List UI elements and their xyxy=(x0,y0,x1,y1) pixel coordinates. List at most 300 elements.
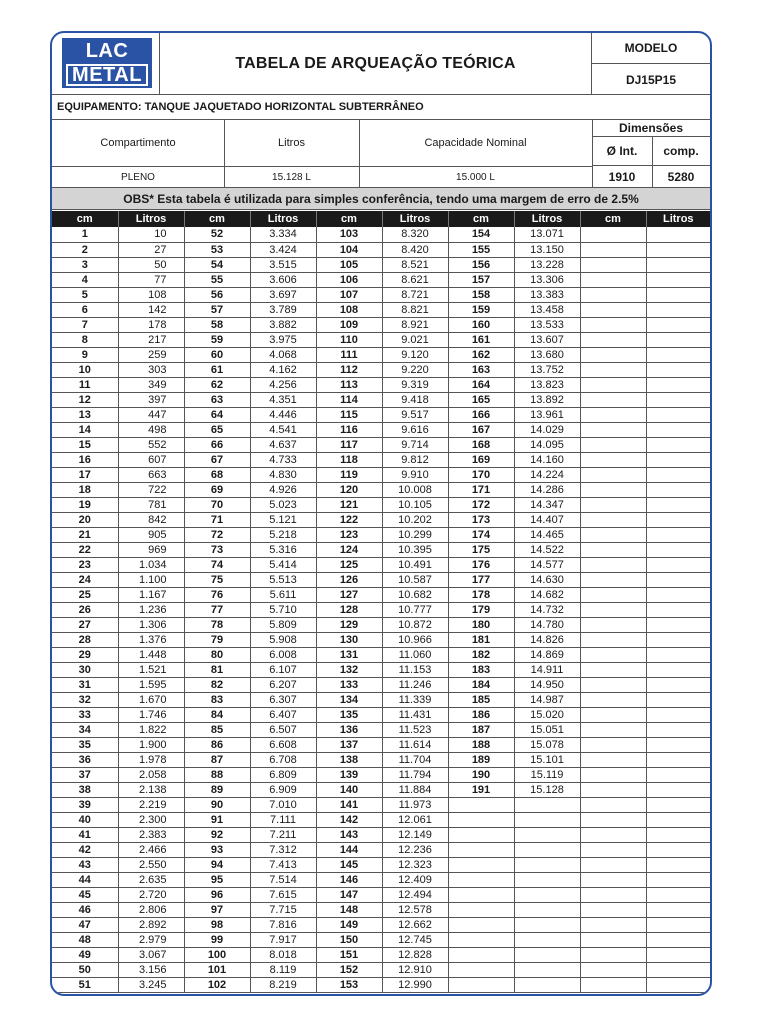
length-value: 5280 xyxy=(667,169,695,184)
liters-cell xyxy=(646,227,710,242)
liters-cell: 8.018 xyxy=(250,947,316,962)
liters-cell: 5.414 xyxy=(250,557,316,572)
liters-cell: 3.245 xyxy=(118,977,184,992)
cm-cell: 143 xyxy=(316,827,382,842)
cm-cell xyxy=(580,452,646,467)
table-row xyxy=(52,722,710,737)
cm-cell: 84 xyxy=(184,707,250,722)
cm-cell: 116 xyxy=(316,422,382,437)
liters-cell: 14.826 xyxy=(514,632,580,647)
cm-cell: 18 xyxy=(52,482,118,497)
table-row xyxy=(52,677,710,692)
table-row xyxy=(52,497,710,512)
cm-cell: 172 xyxy=(448,497,514,512)
cm-cell: 122 xyxy=(316,512,382,527)
liters-cell: 12.236 xyxy=(382,842,448,857)
liters-cell xyxy=(646,962,710,977)
liters-cell: 7.917 xyxy=(250,932,316,947)
liters-cell: 5.809 xyxy=(250,617,316,632)
lac-metal-logo xyxy=(62,38,152,88)
liters-cell: 5.316 xyxy=(250,542,316,557)
liters-cell: 12.578 xyxy=(382,902,448,917)
table-row xyxy=(52,827,710,842)
liters-cell xyxy=(646,677,710,692)
liters-cell: 6.507 xyxy=(250,722,316,737)
cm-cell: 11 xyxy=(52,377,118,392)
liters-cell: 259 xyxy=(118,347,184,362)
cm-cell: 170 xyxy=(448,467,514,482)
table-row xyxy=(52,572,710,587)
cm-cell: 71 xyxy=(184,512,250,527)
cm-cell: 32 xyxy=(52,692,118,707)
liters-cell: 12.662 xyxy=(382,917,448,932)
cm-cell: 42 xyxy=(52,842,118,857)
cm-cell: 57 xyxy=(184,302,250,317)
liters-cell: 3.975 xyxy=(250,332,316,347)
cm-cell: 135 xyxy=(316,707,382,722)
cm-cell: 165 xyxy=(448,392,514,407)
cm-cell: 159 xyxy=(448,302,514,317)
cm-cell: 1 xyxy=(52,227,118,242)
liters-cell xyxy=(646,827,710,842)
liters-cell: 13.533 xyxy=(514,317,580,332)
cm-cell: 183 xyxy=(448,662,514,677)
cm-cell: 164 xyxy=(448,377,514,392)
liters-cell: 11.884 xyxy=(382,782,448,797)
column-header: cm xyxy=(52,211,118,227)
liters-cell: 1.236 xyxy=(118,602,184,617)
liters-cell xyxy=(646,452,710,467)
cm-cell: 100 xyxy=(184,947,250,962)
cm-cell: 50 xyxy=(52,962,118,977)
liters-cell: 1.978 xyxy=(118,752,184,767)
cm-cell xyxy=(448,812,514,827)
liters-cell: 13.752 xyxy=(514,362,580,377)
liters-cell xyxy=(514,917,580,932)
cm-cell: 139 xyxy=(316,767,382,782)
liters-cell xyxy=(646,617,710,632)
liters-cell: 15.020 xyxy=(514,707,580,722)
cm-cell: 191 xyxy=(448,782,514,797)
table-row xyxy=(52,347,710,362)
cm-cell xyxy=(580,662,646,677)
liters-cell: 13.961 xyxy=(514,407,580,422)
cm-cell: 52 xyxy=(184,227,250,242)
cm-cell: 134 xyxy=(316,692,382,707)
liters-cell xyxy=(646,557,710,572)
liters-cell: 14.869 xyxy=(514,647,580,662)
table-row xyxy=(52,452,710,467)
cm-cell: 93 xyxy=(184,842,250,857)
liters-cell: 14.465 xyxy=(514,527,580,542)
liters-cell: 14.732 xyxy=(514,602,580,617)
cm-cell: 28 xyxy=(52,632,118,647)
cm-cell: 157 xyxy=(448,272,514,287)
cm-cell: 30 xyxy=(52,662,118,677)
column-header: Litros xyxy=(646,211,710,227)
table-row xyxy=(52,662,710,677)
cm-cell: 177 xyxy=(448,572,514,587)
liters-cell: 1.100 xyxy=(118,572,184,587)
cm-cell: 78 xyxy=(184,617,250,632)
liters-cell xyxy=(646,632,710,647)
liters-cell: 2.806 xyxy=(118,902,184,917)
cm-cell xyxy=(580,467,646,482)
cm-cell: 26 xyxy=(52,602,118,617)
cm-cell xyxy=(580,722,646,737)
liters-cell xyxy=(646,482,710,497)
liters-cell: 1.521 xyxy=(118,662,184,677)
liters-cell: 7.312 xyxy=(250,842,316,857)
cm-cell xyxy=(448,932,514,947)
dimensions-label: Dimensões xyxy=(618,121,684,135)
cm-cell: 132 xyxy=(316,662,382,677)
cm-cell: 109 xyxy=(316,317,382,332)
liters-cell: 498 xyxy=(118,422,184,437)
liters-cell: 12.828 xyxy=(382,947,448,962)
table-row xyxy=(52,287,710,302)
liters-cell xyxy=(646,737,710,752)
cm-cell xyxy=(448,857,514,872)
cm-cell: 54 xyxy=(184,257,250,272)
model-value: DJ15P15 xyxy=(625,72,677,87)
table-row xyxy=(52,377,710,392)
cm-cell xyxy=(580,737,646,752)
liters-cell: 9.418 xyxy=(382,392,448,407)
table-row xyxy=(52,707,710,722)
liters-cell: 10.395 xyxy=(382,542,448,557)
cm-cell: 148 xyxy=(316,902,382,917)
liters-cell: 10.105 xyxy=(382,497,448,512)
liters-cell: 15.078 xyxy=(514,737,580,752)
cm-cell: 113 xyxy=(316,377,382,392)
liters-cell: 3.789 xyxy=(250,302,316,317)
liters-cell: 14.577 xyxy=(514,557,580,572)
liters-cell: 4.256 xyxy=(250,377,316,392)
cm-cell xyxy=(580,857,646,872)
cm-cell: 44 xyxy=(52,872,118,887)
cm-cell xyxy=(580,677,646,692)
column-header: Litros xyxy=(382,211,448,227)
liters-cell: 7.211 xyxy=(250,827,316,842)
liters-cell xyxy=(646,332,710,347)
cm-cell: 169 xyxy=(448,452,514,467)
liters-cell: 1.167 xyxy=(118,587,184,602)
cm-cell: 141 xyxy=(316,797,382,812)
liters-cell: 9.517 xyxy=(382,407,448,422)
cm-cell xyxy=(580,812,646,827)
liters-cell: 108 xyxy=(118,287,184,302)
cm-cell: 124 xyxy=(316,542,382,557)
cm-cell: 49 xyxy=(52,947,118,962)
obs-note: OBS* Esta tabela é utilizada para simples conferência, tendo uma margem de erro de 2.5% xyxy=(52,188,710,210)
liters-cell: 8.721 xyxy=(382,287,448,302)
cm-cell xyxy=(448,917,514,932)
cm-cell xyxy=(580,557,646,572)
liters-cell: 2.058 xyxy=(118,767,184,782)
cm-cell xyxy=(448,947,514,962)
table-row xyxy=(52,482,710,497)
liters-cell: 12.061 xyxy=(382,812,448,827)
cm-cell: 98 xyxy=(184,917,250,932)
table-row xyxy=(52,272,710,287)
cm-cell xyxy=(448,842,514,857)
liters-cell: 397 xyxy=(118,392,184,407)
liters-cell: 607 xyxy=(118,452,184,467)
table-row xyxy=(52,512,710,527)
table-row xyxy=(52,692,710,707)
cm-cell: 162 xyxy=(448,347,514,362)
table-row xyxy=(52,917,710,932)
liters-cell: 1.900 xyxy=(118,737,184,752)
liters-cell: 2.892 xyxy=(118,917,184,932)
cm-cell: 173 xyxy=(448,512,514,527)
cm-cell xyxy=(580,317,646,332)
liters-cell: 13.607 xyxy=(514,332,580,347)
liters-cell xyxy=(646,977,710,992)
liters-cell xyxy=(646,542,710,557)
table-row xyxy=(52,887,710,902)
liters-cell: 11.153 xyxy=(382,662,448,677)
cm-cell xyxy=(580,782,646,797)
liters-cell: 12.149 xyxy=(382,827,448,842)
cm-cell: 12 xyxy=(52,392,118,407)
cm-cell xyxy=(580,962,646,977)
liters-cell: 2.383 xyxy=(118,827,184,842)
column-header: cm xyxy=(316,211,382,227)
liters-cell: 9.616 xyxy=(382,422,448,437)
liters-cell: 4.351 xyxy=(250,392,316,407)
cm-cell: 55 xyxy=(184,272,250,287)
liters-cell xyxy=(646,347,710,362)
table-row xyxy=(52,767,710,782)
cm-cell: 66 xyxy=(184,437,250,452)
cm-cell: 45 xyxy=(52,887,118,902)
cm-cell: 105 xyxy=(316,257,382,272)
cm-cell: 53 xyxy=(184,242,250,257)
cm-cell: 184 xyxy=(448,677,514,692)
cm-cell: 133 xyxy=(316,677,382,692)
logo-cell xyxy=(52,33,160,95)
table-row xyxy=(52,362,710,377)
cm-cell: 104 xyxy=(316,242,382,257)
liters-cell: 12.409 xyxy=(382,872,448,887)
cm-cell: 99 xyxy=(184,932,250,947)
liters-cell: 12.990 xyxy=(382,977,448,992)
cm-cell xyxy=(580,932,646,947)
liters-cell: 969 xyxy=(118,542,184,557)
table-row xyxy=(52,422,710,437)
liters-cell: 11.973 xyxy=(382,797,448,812)
liters-cell: 15.051 xyxy=(514,722,580,737)
diameter-value: 1910 xyxy=(608,169,636,184)
cm-cell: 144 xyxy=(316,842,382,857)
cm-cell: 59 xyxy=(184,332,250,347)
cm-cell xyxy=(580,347,646,362)
liters-cell: 1.746 xyxy=(118,707,184,722)
cm-cell xyxy=(580,872,646,887)
liters-cell xyxy=(646,302,710,317)
table-row xyxy=(52,932,710,947)
cm-cell: 96 xyxy=(184,887,250,902)
table-row xyxy=(52,782,710,797)
cm-cell: 88 xyxy=(184,767,250,782)
table-row xyxy=(52,902,710,917)
cm-cell: 13 xyxy=(52,407,118,422)
liters-cell: 6.809 xyxy=(250,767,316,782)
liters-cell: 4.926 xyxy=(250,482,316,497)
cm-cell xyxy=(448,827,514,842)
cm-cell: 23 xyxy=(52,557,118,572)
liters-cell: 7.715 xyxy=(250,902,316,917)
liters-cell: 11.060 xyxy=(382,647,448,662)
cm-cell xyxy=(448,872,514,887)
table-row xyxy=(52,737,710,752)
liters-cell: 12.323 xyxy=(382,857,448,872)
cm-cell: 138 xyxy=(316,752,382,767)
liters-cell: 11.339 xyxy=(382,692,448,707)
liters-cell: 15.101 xyxy=(514,752,580,767)
cm-cell xyxy=(580,647,646,662)
length-label: comp. xyxy=(663,143,699,158)
liters-cell: 447 xyxy=(118,407,184,422)
liters-cell: 7.514 xyxy=(250,872,316,887)
liters-cell xyxy=(646,527,710,542)
liters-cell: 4.733 xyxy=(250,452,316,467)
cm-cell: 15 xyxy=(52,437,118,452)
compartment-value: PLENO xyxy=(121,171,155,183)
liters-cell: 7.413 xyxy=(250,857,316,872)
model-label: MODELO xyxy=(592,33,710,64)
cm-cell: 151 xyxy=(316,947,382,962)
cm-cell: 158 xyxy=(448,287,514,302)
cm-cell: 64 xyxy=(184,407,250,422)
liters-cell: 663 xyxy=(118,467,184,482)
cm-cell: 74 xyxy=(184,557,250,572)
liters-cell: 3.424 xyxy=(250,242,316,257)
liters-cell: 14.286 xyxy=(514,482,580,497)
liters-cell: 14.522 xyxy=(514,542,580,557)
page-title: TABELA DE ARQUEAÇÃO TEÓRICA xyxy=(160,33,592,95)
table-row xyxy=(52,332,710,347)
cm-cell: 161 xyxy=(448,332,514,347)
liters-cell: 9.812 xyxy=(382,452,448,467)
table-row xyxy=(52,392,710,407)
liters-cell: 5.513 xyxy=(250,572,316,587)
cm-cell: 114 xyxy=(316,392,382,407)
liters-cell: 10.966 xyxy=(382,632,448,647)
cm-cell: 153 xyxy=(316,977,382,992)
liters-cell xyxy=(514,962,580,977)
liters-cell: 13.458 xyxy=(514,302,580,317)
column-header: Litros xyxy=(118,211,184,227)
cm-cell: 5 xyxy=(52,287,118,302)
cm-cell: 86 xyxy=(184,737,250,752)
liters-cell xyxy=(646,932,710,947)
column-header: cm xyxy=(184,211,250,227)
liters-cell: 6.307 xyxy=(250,692,316,707)
table-row xyxy=(52,752,710,767)
cm-cell: 39 xyxy=(52,797,118,812)
cm-cell: 154 xyxy=(448,227,514,242)
liters-cell: 6.008 xyxy=(250,647,316,662)
cm-cell: 21 xyxy=(52,527,118,542)
cm-cell: 27 xyxy=(52,617,118,632)
liters-cell: 4.446 xyxy=(250,407,316,422)
cm-cell xyxy=(580,512,646,527)
cm-cell: 60 xyxy=(184,347,250,362)
liters-cell xyxy=(514,812,580,827)
cm-cell: 82 xyxy=(184,677,250,692)
cm-cell xyxy=(580,257,646,272)
liters-cell xyxy=(646,602,710,617)
liters-cell: 14.682 xyxy=(514,587,580,602)
cm-cell: 156 xyxy=(448,257,514,272)
liters-cell: 7.010 xyxy=(250,797,316,812)
gauging-table xyxy=(52,211,710,993)
liters-cell: 142 xyxy=(118,302,184,317)
cm-cell: 145 xyxy=(316,857,382,872)
cm-cell: 51 xyxy=(52,977,118,992)
cm-cell: 168 xyxy=(448,437,514,452)
liters-cell xyxy=(514,977,580,992)
cm-cell: 160 xyxy=(448,317,514,332)
cm-cell: 126 xyxy=(316,572,382,587)
cm-cell xyxy=(580,707,646,722)
cm-cell: 91 xyxy=(184,812,250,827)
liters-cell: 11.523 xyxy=(382,722,448,737)
cm-cell: 61 xyxy=(184,362,250,377)
cm-cell: 58 xyxy=(184,317,250,332)
cm-cell xyxy=(448,797,514,812)
cm-cell: 87 xyxy=(184,752,250,767)
table-row xyxy=(52,842,710,857)
spec-section xyxy=(52,120,710,188)
liters-cell xyxy=(514,827,580,842)
liters-cell: 10.008 xyxy=(382,482,448,497)
cm-cell: 166 xyxy=(448,407,514,422)
table-row xyxy=(52,587,710,602)
cm-cell: 90 xyxy=(184,797,250,812)
cm-cell: 29 xyxy=(52,647,118,662)
capacity-label: Capacidade Nominal xyxy=(424,137,527,149)
liters-cell xyxy=(514,842,580,857)
liters-cell: 2.979 xyxy=(118,932,184,947)
cm-cell: 47 xyxy=(52,917,118,932)
liters-cell xyxy=(514,932,580,947)
cm-cell: 72 xyxy=(184,527,250,542)
table-row xyxy=(52,647,710,662)
cm-cell: 137 xyxy=(316,737,382,752)
cm-cell: 179 xyxy=(448,602,514,617)
cm-cell: 83 xyxy=(184,692,250,707)
document-frame xyxy=(50,31,712,996)
cm-cell: 123 xyxy=(316,527,382,542)
cm-cell xyxy=(580,542,646,557)
cm-cell: 10 xyxy=(52,362,118,377)
liters-cell: 10.491 xyxy=(382,557,448,572)
liters-cell: 11.246 xyxy=(382,677,448,692)
cm-cell xyxy=(580,977,646,992)
cm-cell: 69 xyxy=(184,482,250,497)
liters-cell: 14.911 xyxy=(514,662,580,677)
liters-cell: 1.306 xyxy=(118,617,184,632)
liters-cell: 9.021 xyxy=(382,332,448,347)
cm-cell: 19 xyxy=(52,497,118,512)
cm-cell xyxy=(580,422,646,437)
liters-cell: 9.120 xyxy=(382,347,448,362)
liters-cell xyxy=(646,377,710,392)
